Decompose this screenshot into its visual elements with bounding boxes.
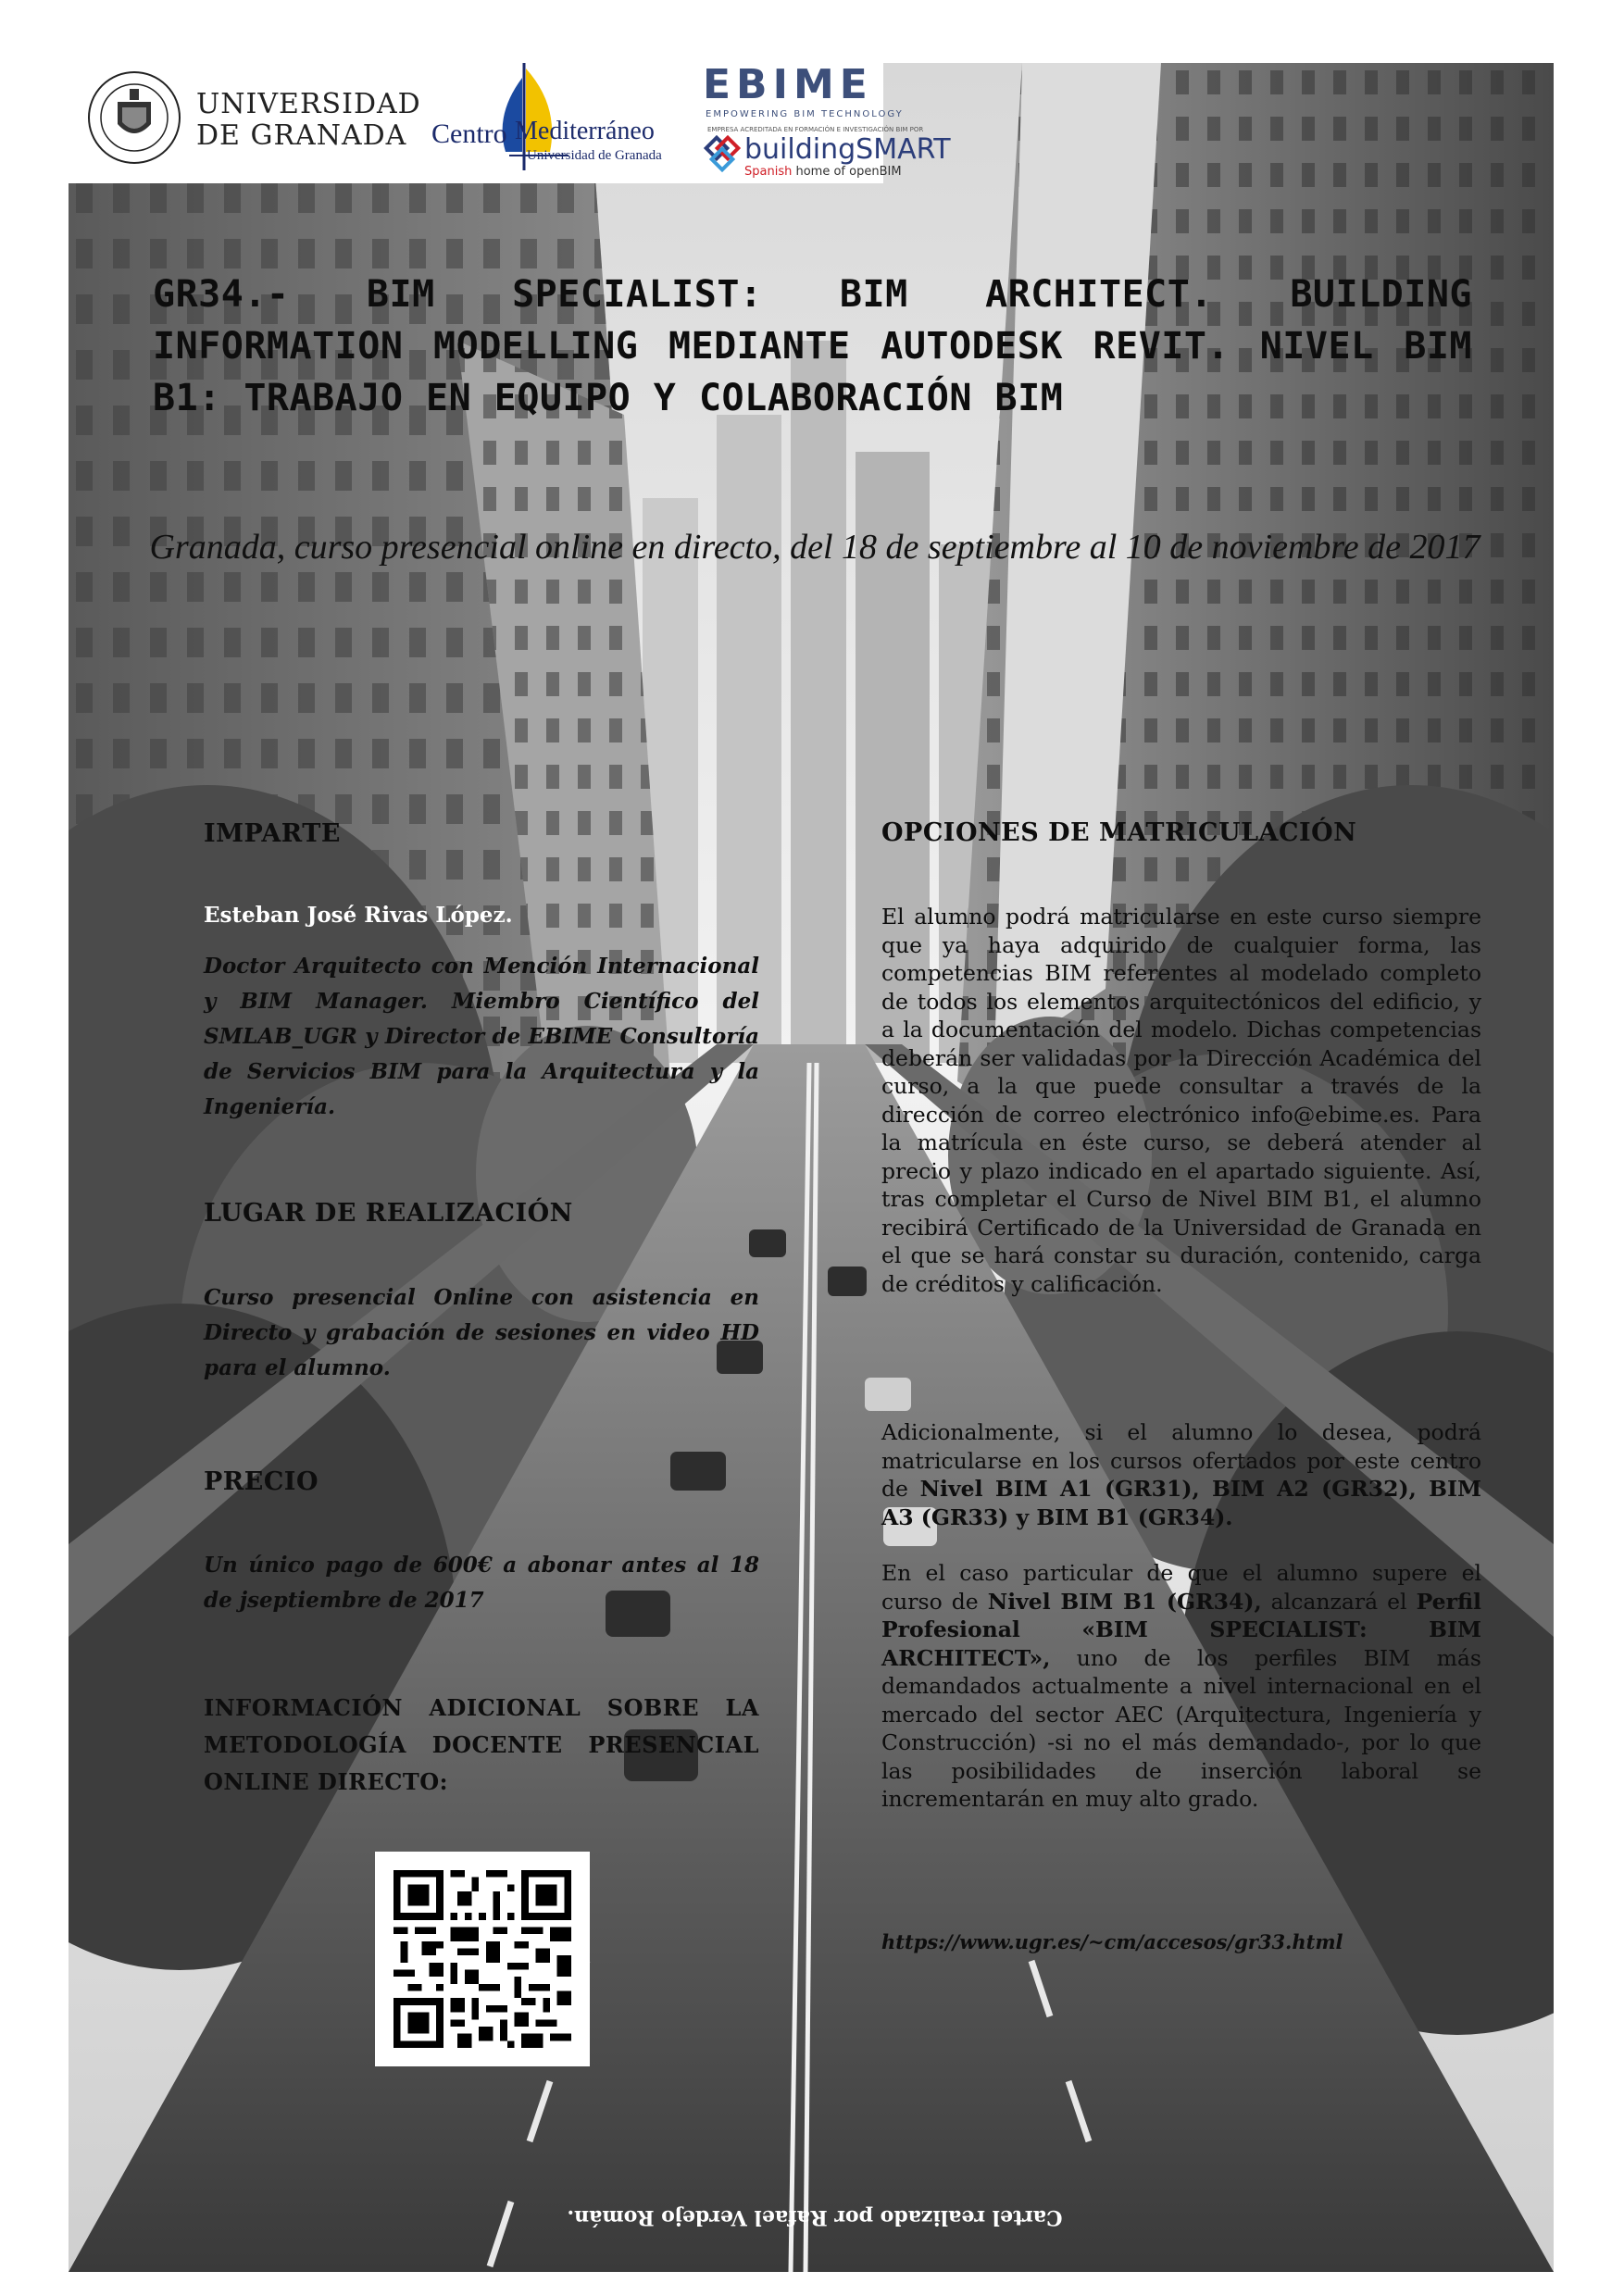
course-url-link[interactable]: https://www.ugr.es/~cm/accesos/gr33.html <box>881 1930 1343 1953</box>
lugar-text: Curso presencial Online con asistencia en Directo y grabación de sesiones en video HD para el alumno. <box>204 1285 759 1380</box>
buildingsmart-tagline <box>744 165 902 179</box>
university-line2: DE GRANADA <box>196 119 407 152</box>
opciones-para1: El alumno podrá matricularse en este curso siempre que ya haya adquirido de cualquier forma, las competencias BIM referentes al modelado completo de todos los elementos arquitectónicos del edificio, y a la documentación del modelo. Dichas competencias deberán ser validadas por la Dirección Académica del curso, a la que puede consultar a través de la dirección de correo electrónico info@ebime.es. Para la matrícula en éste curso, se deberá atender al precio y plazo indicado en el apartado siguiente. Así, tras completar el Curso de Nivel BIM B1, el alumno recibirá Certificado de la Universidad de Granada en el que se hará constar su duración, contenido, carga de créditos y calificación. <box>881 904 1481 1297</box>
header <box>69 54 1559 179</box>
ebime-logo: EBIME <box>703 61 873 108</box>
info-heading: INFORMACIÓN ADICIONAL SOBRE LA METODOLOGÍA DOCENTE PRESENCIAL ONLINE DIRECTO: <box>204 1694 759 1795</box>
ebime-accreditation: EMPRESA ACREDITADA EN FORMACIÓN E INVESTIGACIÓN BIM POR <box>707 126 924 133</box>
buildingsmart-logo: buildingSMART <box>744 133 951 166</box>
precio-text: Un único pago de 600€ a abonar antes al 18 de jseptiembre de 2017 <box>204 1553 759 1613</box>
imparte-heading: IMPARTE <box>204 819 341 848</box>
opciones-para3 <box>881 1559 1481 1814</box>
para3-text-e: uno de los perfiles BIM más demandados actualmente a nivel internacional en el mercado del sector AEC (Arquitectura, Ingeniería y Construcción) -si no el más demandado-, por lo que las posibilidades de inserción laboral se incrementarán en muy alto grado. <box>881 1644 1481 1812</box>
course-subtitle: Granada, curso presencial online en directo, del 18 de septiembre al 10 de noviembre de 2017 <box>149 528 1480 567</box>
centro-university-word: Universidad de Granada <box>527 148 662 163</box>
qr-code[interactable] <box>375 1852 590 2066</box>
buildingsmart-tag-rest: home of openBIM <box>792 165 902 179</box>
course-title: GR34.- BIM SPECIALIST: BIM ARCHITECT. BUILDING INFORMATION MODELLING MEDIANTE AUTODESK REVIT. NIVEL BIM B1: TRABAJO EN EQUIPO Y COLABORACIÓN BIM <box>153 273 1472 419</box>
teacher-bio: Doctor Arquitecto con Mención Internacional y BIM Manager. Miembro Científico del SMLAB_UGR y Director de EBIME Consultoría de Servicios BIM para la Arquitectura y la Ingeniería. <box>204 954 759 1119</box>
ugr-seal-icon <box>87 70 181 165</box>
opciones-para2 <box>881 1418 1481 1531</box>
para3-profile: Perfil Profesional «BIM SPECIALIST: BIM ARCHITECT», <box>881 1588 1481 1671</box>
poster-credit: Cartel realizado por Rafael Verdejo Román. <box>567 2205 1063 2229</box>
para2-levels: Nivel BIM A1 (GR31), BIM A2 (GR32), BIM A3 (GR33) y BIM B1 (GR34). <box>881 1476 1482 1530</box>
centro-word: Centro <box>431 119 507 149</box>
university-line1: UNIVERSIDAD <box>196 88 421 120</box>
para3-level: Nivel BIM B1 (GR34), <box>987 1588 1262 1615</box>
university-name <box>196 89 421 152</box>
para3-text-a: En el caso particular de que el alumno supere el curso de <box>881 1560 1481 1615</box>
para2-text: Adicionalmente, si el alumno lo desea, podrá matricularse en los cursos ofertados por este centro de <box>881 1419 1481 1502</box>
teacher-name: Esteban José Rivas López. <box>204 903 513 928</box>
buildingsmart-tag-red: Spanish <box>744 165 793 179</box>
lugar-heading: LUGAR DE REALIZACIÓN <box>204 1199 573 1228</box>
qr-code-icon <box>394 1870 571 2048</box>
mediterraneo-word: Mediterráneo <box>515 117 655 145</box>
precio-heading: PRECIO <box>204 1467 319 1496</box>
para3-text-c: alcanzará el <box>1261 1588 1417 1615</box>
ebime-tagline: EMPOWERING BIM TECHNOLOGY <box>706 109 904 119</box>
buildingsmart-icon <box>704 135 741 172</box>
opciones-heading: OPCIONES DE MATRICULACIÓN <box>881 818 1357 847</box>
